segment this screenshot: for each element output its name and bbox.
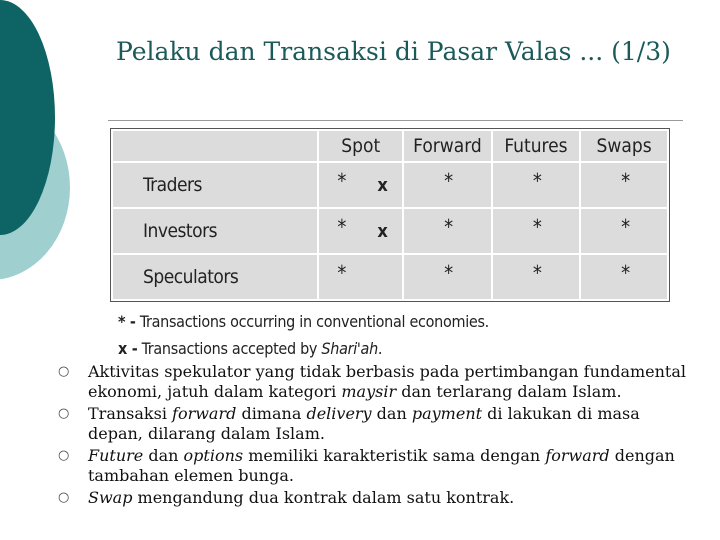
cell-forward [403,162,492,208]
row-label: Investors [112,208,318,254]
text-run: Aktivitas spekulator yang tidak berbasis pada pertimbangan fundamental ekonomi, jatuh dalam kategori [88,362,687,401]
bullet-item [58,404,698,444]
text-run: dengan tambahan elemen bunga. [88,446,675,485]
note-star-symbol: * - [118,312,136,331]
bullet-item [58,362,698,402]
italic-term: forward [172,404,237,423]
circle-bullet-icon: ○ [58,448,70,463]
italic-term: maysir [341,382,397,401]
text-run: Transaksi [88,404,173,423]
star-mark: * [532,215,542,239]
x-mark: x [377,175,388,196]
cell-swaps [580,208,668,254]
star-mark: * [444,215,454,239]
table-header-futures: Futures [492,130,580,162]
italic-term: options [183,446,244,465]
circle-bullet-icon: ○ [58,364,70,379]
bullet-text [88,488,514,507]
table-row [112,208,668,254]
cell-futures [492,162,580,208]
row-label: Traders [112,162,318,208]
table-row [112,254,668,300]
note-x-end: . [377,339,383,358]
divider [108,120,683,121]
note-x-symbol: x - [118,339,138,358]
table-note-star [118,312,489,331]
italic-term: payment [411,404,483,423]
x-mark: x [377,221,388,242]
star-mark: * [337,169,347,193]
cell-spot [318,208,403,254]
italic-term: Future [88,446,144,465]
star-mark: * [621,261,631,285]
note-x-italic: Shari'ah [321,339,378,358]
transactions-table [110,128,670,302]
text-run: dimana [236,404,307,423]
circle-bullet-icon: ○ [58,406,70,421]
text-run: dan terlarang dalam Islam. [396,382,622,401]
cell-futures [492,254,580,300]
cell-futures [492,208,580,254]
table-header-blank [112,130,318,162]
star-mark: * [337,261,347,285]
table-header-spot: Spot [318,130,403,162]
italic-term: forward [545,446,610,465]
cell-swaps [580,162,668,208]
star-mark: * [532,261,542,285]
text-run: memiliki karakteristik sama dengan [243,446,546,465]
table-header-forward: Forward [403,130,492,162]
bullet-text [88,446,675,485]
text-run: dan [143,446,184,465]
cell-spot [318,254,403,300]
text-run: mengandung dua kontrak dalam satu kontrak. [132,488,515,507]
bullet-item [58,488,698,508]
star-mark: * [444,169,454,193]
table-header-row [112,130,668,162]
cell-spot [318,162,403,208]
table-header-swaps: Swaps [580,130,668,162]
star-mark: * [337,215,347,239]
cell-forward [403,254,492,300]
cell-swaps [580,254,668,300]
star-mark: * [621,169,631,193]
circle-bullet-icon: ○ [58,490,70,505]
slide-title: Pelaku dan Transaksi di Pasar Valas ... (1/3) [116,37,671,66]
note-x-text: Transactions accepted by [137,339,322,358]
table-note-x [118,339,382,358]
star-mark: * [621,215,631,239]
bullet-item [58,446,698,486]
star-mark: * [532,169,542,193]
italic-term: Swap [88,488,133,507]
note-star-text: Transactions occurring in conventional economies. [135,312,489,331]
bullet-list [58,362,698,510]
text-run: di lakukan di masa depan, dilarang dalam Islam. [88,404,640,443]
row-label: Speculators [112,254,318,300]
star-mark: * [444,261,454,285]
table-row [112,162,668,208]
text-run: dan [371,404,412,423]
italic-term: delivery [306,404,372,423]
bullet-text [88,362,686,401]
bullet-text [88,404,640,443]
cell-forward [403,208,492,254]
